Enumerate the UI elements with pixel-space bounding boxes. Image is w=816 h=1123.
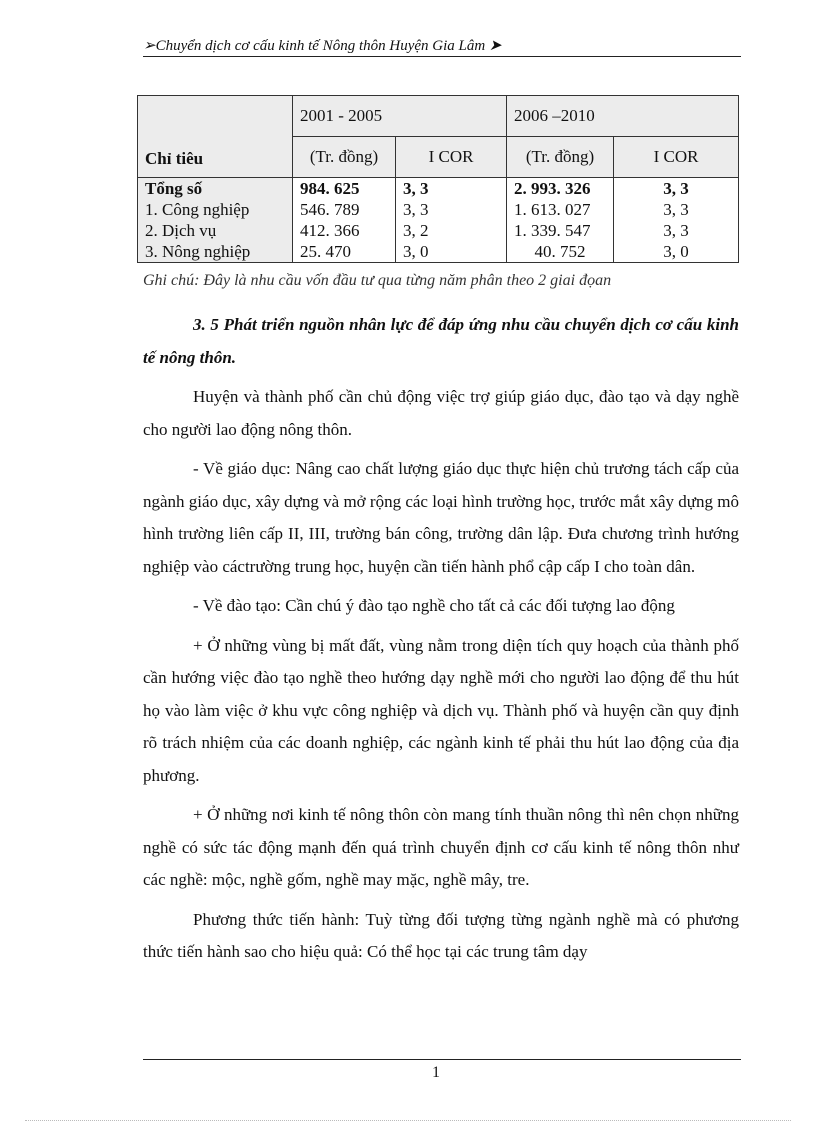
page-number: 1 [432,1064,440,1081]
paragraph: Phương thức tiến hành: Tuỳ từng đối tượng từng ngành nghề mà có phương thức tiến hành sao cho hiệu quả: Có thể học tại các trung tâm dạy [143,909,739,961]
paragraph: + Ở những nơi kinh tế nông thôn còn mang tính thuần nông thì nên chọn những nghề có sức tác động mạnh đến quá trình chuyển định cơ cấu kinh tế nông thôn như các nghề: mộc, nghề gốm, nghề may mặc, nghề mây, tre. [143,805,739,889]
col-unit-1: (Tr. đồng) [293,137,396,178]
page-header [143,36,741,57]
table-row [138,220,739,241]
row-label: 3. Nông nghiệp [138,241,293,263]
cell-v2: 1. 613. 027 [507,199,614,220]
col-icor-1: I COR [396,137,507,178]
table-note: Ghi chú: Đây là nhu cầu vốn đầu tư qua từng năm phân theo 2 giai đọan [143,272,612,289]
row-label: 1. Công nghiệp [138,199,293,220]
table-row [138,199,739,220]
table-row [138,178,739,200]
cell-v1: 546. 789 [293,199,396,220]
footer-divider [143,1059,741,1060]
section-heading: 3. 5 Phát triển nguồn nhân lực để đáp ứng nhu cầu chuyển dịch cơ cấu kinh tế nông thôn. [143,315,739,367]
cell-v2: 1. 339. 547 [507,220,614,241]
cell-i1: 3, 2 [396,220,507,241]
period1-header: 2001 - 2005 [293,96,507,137]
row-label: 2. Dịch vụ [138,220,293,241]
cell-v2: 40. 752 [507,241,614,263]
cell-i2: 3, 3 [614,199,739,220]
row-header-cell [138,96,293,178]
cell-i2: 3, 3 [614,220,739,241]
cell-i1: 3, 3 [396,199,507,220]
cell-v1: 25. 470 [293,241,396,263]
cell-i1: 3, 3 [396,178,507,200]
cell-i1: 3, 0 [396,241,507,263]
period2-header: 2006 –2010 [507,96,739,137]
cell-i2: 3, 0 [614,241,739,263]
cell-v1: 984. 625 [293,178,396,200]
cell-v2: 2. 993. 326 [507,178,614,200]
row-label: Tổng số [138,178,293,200]
cell-i2: 3, 3 [614,178,739,200]
table-row [138,241,739,263]
body-content [143,308,739,969]
col-icor-2: I COR [614,137,739,178]
paragraph: + Ở những vùng bị mất đất, vùng nằm trong diện tích quy hoạch của thành phố cần hướng việc đào tạo nghề theo hướng dạy nghề mới cho người lao động để thu hút họ vào làm việc ở khu vực công nghiệp và dịch vụ. Thành phố và huyện cần quy định rõ trách nhiệm của các doanh nghiệp, các ngành kinh tế phải thu hút lao động của địa phương. [143,635,739,785]
paragraph: Huyện và thành phố cần chủ động việc trợ giúp giáo dục, đào tạo và dạy nghề cho người lao động nông thôn. [143,387,739,439]
header-title: ➢Chuyển dịch cơ cấu kinh tế Nông thôn Huyện Gia Lâm ➤ [143,38,502,54]
page-bottom-border [25,1120,791,1121]
paragraph: - Về đào tạo: Cần chú ý đào tạo nghề cho tất cả các đối tượng lao động [193,596,675,615]
row-header: Chỉ tiêu [145,149,204,168]
cell-v1: 412. 366 [293,220,396,241]
investment-table [137,95,739,263]
col-unit-2: (Tr. đồng) [507,137,614,178]
paragraph: - Về giáo dục: Nâng cao chất lượng giáo dục thực hiện chủ trương tách cấp của ngành giáo dục, xây dựng và mở rộng các loại hình trường học, trước mắt xây dựng mô hình trường liên cấp II, III, trường bán công, trường dân lập. Đưa chương trình hướng nghiệp vào cáctrường trung học, huyện cần tiến hành phổ cập cấp I cho toàn dân. [143,459,739,576]
